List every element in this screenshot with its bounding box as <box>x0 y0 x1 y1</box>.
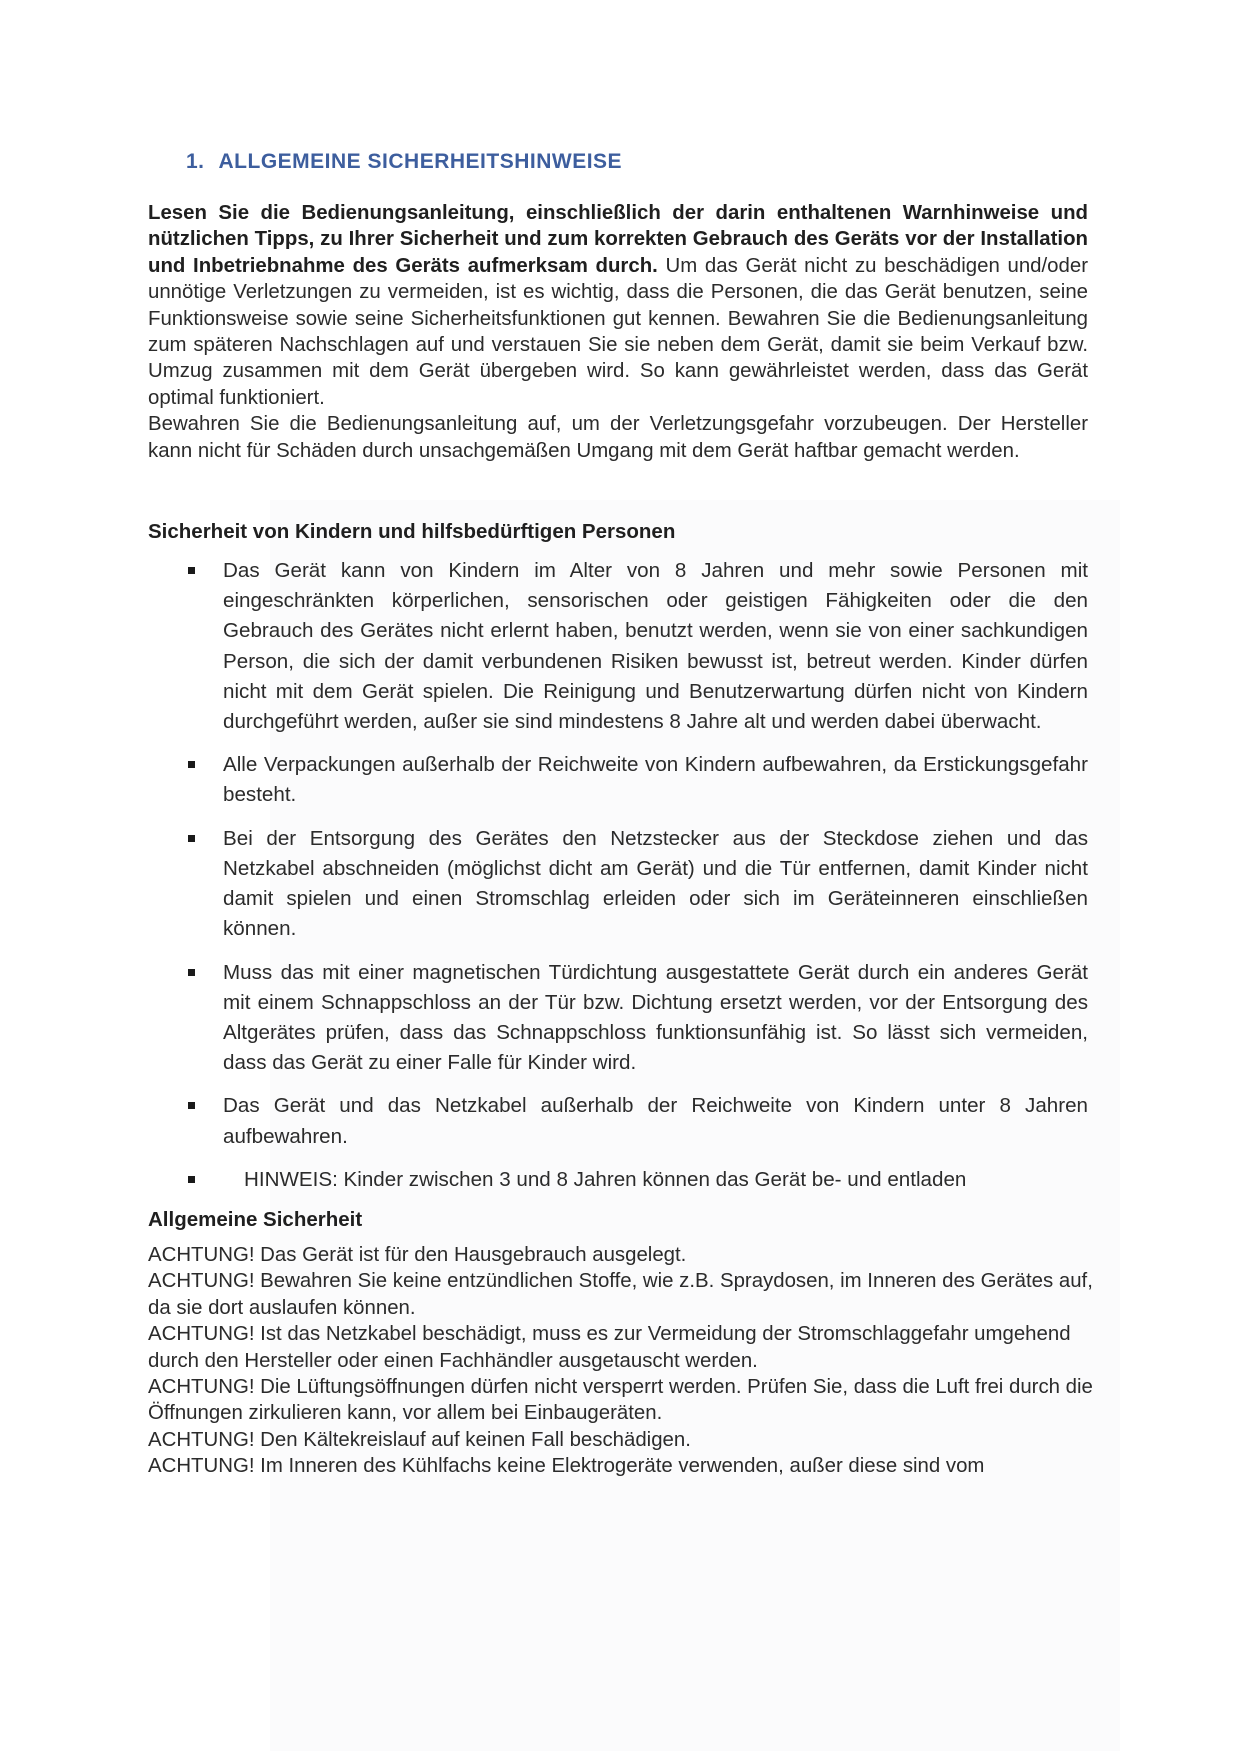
list-item-text: Das Gerät und das Netzkabel außerhalb der Reichweite von Kindern unter 8 Jahren aufbewahren. <box>223 1094 1088 1148</box>
warning-line: ACHTUNG! Den Kältekreislauf auf keinen Fall beschädigen. <box>148 1428 691 1451</box>
section-heading <box>186 150 1088 174</box>
bullet-square-icon <box>188 567 195 574</box>
list-item-text: HINWEIS: Kinder zwischen 3 und 8 Jahren können das Gerät be- und entladen <box>244 1167 967 1191</box>
children-safety-list <box>148 556 1088 1195</box>
warning-line: ACHTUNG! Bewahren Sie keine entzündlichen Stoffe, wie z.B. Spraydosen, im Inneren des Gerätes auf, da sie dort auslaufen können. <box>148 1270 1093 1319</box>
list-item-text: Alle Verpackungen außerhalb der Reichweite von Kindern aufbewahren, da Erstickungsgefahr besteht. <box>223 753 1088 807</box>
list-item-text: Bei der Entsorgung des Gerätes den Netzstecker aus der Steckdose ziehen und das Netzkabel abschneiden (möglichst dicht am Gerät) und die Tür entfernen, damit Kinder nicht damit spielen und einen Stromschlag erleiden oder sich im Geräteinneren einschließen können. <box>223 826 1088 941</box>
list-item-text: Das Gerät kann von Kindern im Alter von 8 Jahren und mehr sowie Personen mit eingeschränkten körperlichen, sensorischen oder geistigen Fähigkeiten oder die den Gebrauch des Gerätes nicht erlernt haben, benutzt werden, wenn sie von einer sachkundigen Person, die sich der damit verbundenen Risiken bewusst ist, betreut werden. Kinder dürfen nicht mit dem Gerät spielen. Die Reinigung und Benutzerwartung dürfen nicht von Kindern durchgeführt werden, außer sie sind mindestens 8 Jahre alt und werden dabei überwacht. <box>223 559 1088 734</box>
bullet-square-icon <box>188 969 195 976</box>
list-item <box>148 824 1088 945</box>
section-title: ALLGEMEINE SICHERHEITSHINWEISE <box>218 150 623 173</box>
list-item <box>148 1091 1088 1151</box>
warning-line: ACHTUNG! Ist das Netzkabel beschädigt, muss es zur Vermeidung der Stromschlaggefahr umgehend durch den Hersteller oder einen Fachhändler ausgetauscht werden. <box>148 1323 1071 1372</box>
warning-line: ACHTUNG! Das Gerät ist für den Hausgebrauch ausgelegt. <box>148 1243 687 1266</box>
general-safety-heading: Allgemeine Sicherheit <box>148 1207 363 1231</box>
intro-second-paragraph: Bewahren Sie die Bedienungsanleitung auf, um der Verletzungsgefahr vorzubeugen. Der Hersteller kann nicht für Schäden durch unsachgemäßen Umgang mit dem Gerät haftbar gemacht werden. <box>148 413 1088 462</box>
warning-line: ACHTUNG! Im Inneren des Kühlfachs keine Elektrogeräte verwenden, außer diese sind vom <box>148 1455 985 1478</box>
intro-normal-text: Um das Gerät nicht zu beschädigen und/oder unnötige Verletzungen zu vermeiden, ist es wichtig, dass die Personen, die das Gerät benutzen, seine Funktionsweise sowie seine Sicherheitsfunktionen gut kennen. Bewahren Sie die Bedienungsanleitung zum späteren Nachschlagen auf und verstauen Sie sie neben dem Gerät, damit sie beim Verkauf bzw. Umzug zusammen mit dem Gerät übergeben wird. So kann gewährleistet werden, dass das Gerät optimal funktioniert. <box>148 254 1088 409</box>
intro-bold-text: Lesen Sie die Bedienungsanleitung, einschließlich der darin enthaltenen Warnhinweise und nützlichen Tipps, zu Ihrer Sicherheit und zum korrekten Gebrauch des Geräts vor der Installation und Inbetriebnahme des Geräts aufmerksam durch. <box>148 202 1088 277</box>
bullet-square-icon <box>188 835 195 842</box>
children-safety-heading: Sicherheit von Kindern und hilfsbedürftigen Personen <box>148 520 676 544</box>
list-item <box>148 1165 1088 1195</box>
bullet-square-icon <box>188 761 195 768</box>
page-content <box>148 150 1093 1480</box>
general-safety-text <box>148 1242 1118 1480</box>
list-item <box>148 750 1088 810</box>
warning-line: ACHTUNG! Die Lüftungsöffnungen dürfen nicht versperrt werden. Prüfen Sie, dass die Luft frei durch die Öffnungen zirkulieren kann, vor allem bei Einbaugeräten. <box>148 1375 1093 1425</box>
bullet-square-icon <box>188 1102 195 1109</box>
list-item-text: Muss das mit einer magnetischen Türdichtung ausgestattete Gerät durch ein anderes Gerät mit einem Schnappschloss an der Tür bzw. Dichtung ersetzt werden, vor der Entsorgung des Altgerätes prüfen, dass das Schnappschloss funktionsunfähig ist. So lässt sich vermeiden, dass das Gerät zu einer Falle für Kinder wird. <box>223 960 1088 1075</box>
intro-paragraph <box>148 200 1088 411</box>
bullet-square-icon <box>188 1176 195 1183</box>
list-item <box>148 556 1088 737</box>
section-number: 1. <box>186 150 205 173</box>
list-item <box>148 958 1088 1079</box>
